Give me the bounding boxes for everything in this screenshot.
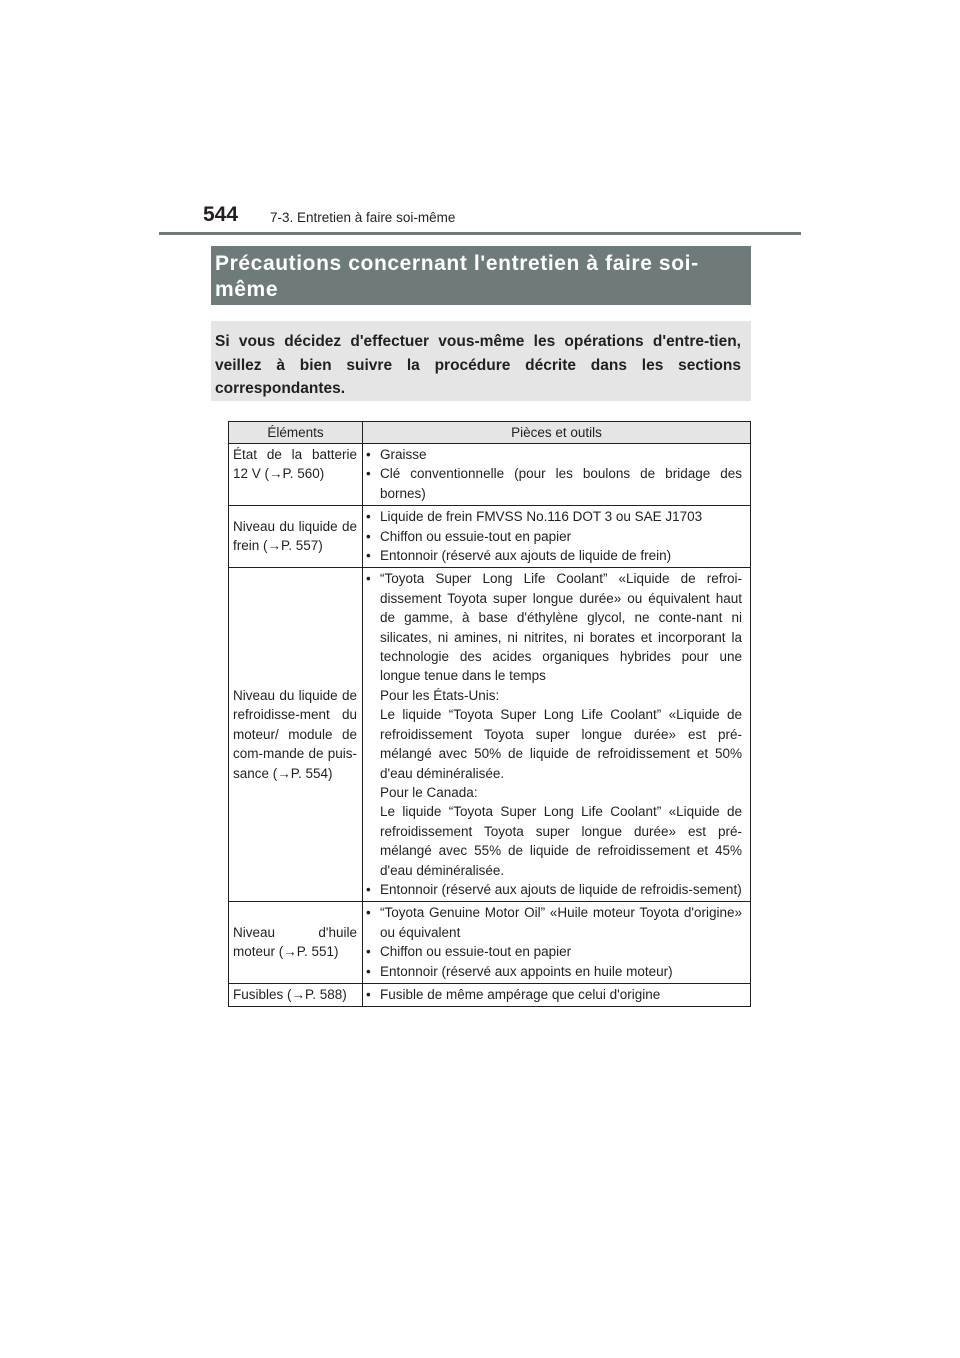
parts-list: [366, 445, 742, 503]
coolant-us-text: Le liquide “Toyota Super Long Life Coolant” «Liquide de refroidissement Toyota super longue durée» est pré-mélangé avec 50% de liquide de refroidissement et 50% d'eau déminéralisée.: [380, 707, 742, 781]
item-battery: État de la batterie 12 V (→P. 560): [229, 444, 363, 506]
section-title-box: [211, 246, 751, 305]
parts-cell: [363, 902, 751, 984]
list-item: • Liquide de frein FMVSS No.116 DOT 3 ou SAE J1703: [366, 507, 742, 526]
section-reference: 7-3. Entretien à faire soi-même: [270, 210, 456, 225]
parts-list: [366, 985, 742, 1004]
parts-list: [366, 507, 742, 565]
parts-list: [366, 569, 742, 899]
coolant-ca-label: Pour le Canada:: [380, 784, 478, 800]
table-header-row: [229, 422, 751, 444]
parts-cell: [363, 444, 751, 506]
parts-list: [366, 903, 742, 981]
list-item: • Entonnoir (réservé aux appoints en huile moteur): [366, 962, 742, 981]
parts-tools-table: [228, 421, 751, 1007]
table-row: [229, 444, 751, 506]
list-item: • Fusible de même ampérage que celui d'origine: [366, 985, 742, 1004]
list-item: • Chiffon ou essuie-tout en papier: [366, 942, 742, 961]
page-number: 544: [203, 203, 239, 226]
parts-cell: [363, 568, 751, 902]
table-row: [229, 506, 751, 568]
coolant-ca-text: Le liquide “Toyota Super Long Life Coolant” «Liquide de refroidissement Toyota super longue durée» est pré-mélangé avec 55% de liquide de refroidissement et 45% d'eau déminéralisée.: [380, 804, 742, 878]
header-rule: [159, 232, 801, 235]
item-fuses: Fusibles (→P. 588): [229, 983, 363, 1006]
list-item: • Clé conventionnelle (pour les boulons de bridage des bornes): [366, 464, 742, 503]
list-item: [366, 569, 742, 880]
list-item: • “Toyota Genuine Motor Oil” «Huile moteur Toyota d'origine» ou équivalent: [366, 903, 742, 942]
item-coolant: Niveau du liquide de refroidisse-ment du moteur/ module de com-mande de puis-sance (→P. 554): [229, 568, 363, 902]
list-item: • Entonnoir (réservé aux ajouts de liquide de refroidis-sement): [366, 880, 742, 899]
section-title: Précautions concernant l'entretien à faire soi-même: [215, 252, 699, 301]
coolant-us-label: Pour les États-Unis:: [380, 687, 500, 703]
page-header: [203, 203, 763, 233]
list-item: • Chiffon ou essuie-tout en papier: [366, 527, 742, 546]
coolant-main: • “Toyota Super Long Life Coolant” «Liquide de refroi-dissement Toyota super longue durée» ou équivalent haut de gamme, à base d'éthylène glycol, ne conte-nant ni silicates, ni amines, ni nitrites, ni borates et incorporant la technologie des acides organiques hybrides pour une longue tenue dans le temps: [380, 571, 742, 684]
column-header-parts: Pièces et outils: [363, 422, 751, 444]
list-item: • Graisse: [366, 445, 742, 464]
item-brake-fluid: Niveau du liquide de frein (→P. 557): [229, 506, 363, 568]
intro-text: Si vous décidez d'effectuer vous-même les opérations d'entre-tien, veillez à bien suivre la procédure décrite dans les sections correspondantes.: [215, 333, 741, 397]
parts-cell: [363, 983, 751, 1006]
column-header-items: Éléments: [229, 422, 363, 444]
item-engine-oil: Niveau d'huile moteur (→P. 551): [229, 902, 363, 984]
table-row: [229, 983, 751, 1006]
table-row: [229, 568, 751, 902]
parts-cell: [363, 506, 751, 568]
intro-box: [211, 321, 751, 401]
table-row: [229, 902, 751, 984]
list-item: • Entonnoir (réservé aux ajouts de liquide de frein): [366, 546, 742, 565]
